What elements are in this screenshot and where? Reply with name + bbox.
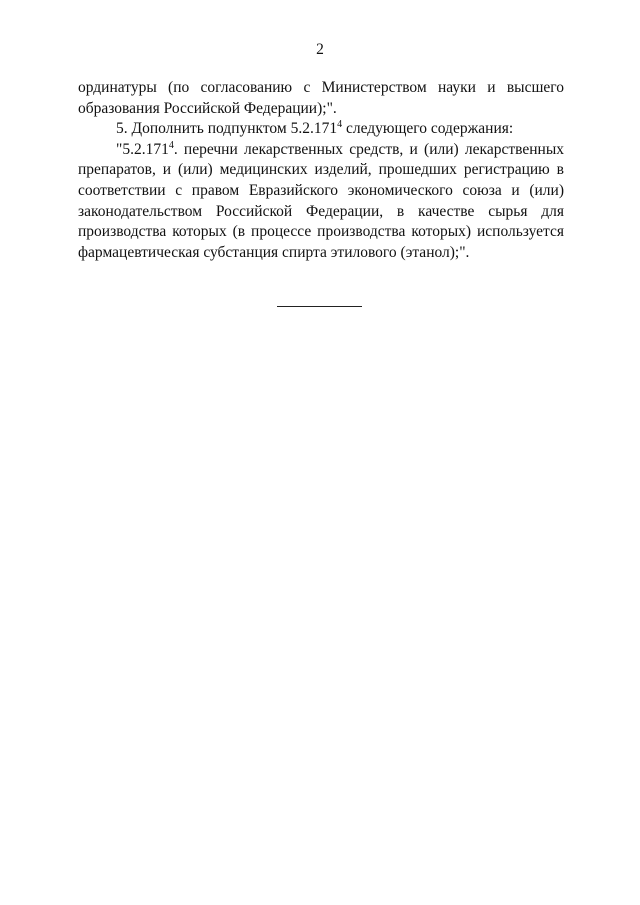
subitem-text-start: "5.2.171 [116,140,169,158]
paragraph-item-5-text-end: следующего содержания: [342,120,514,138]
page-number: 2 [316,41,324,58]
paragraph-item-5-text-start: 5. Дополнить подпунктом 5.2.171 [116,120,338,138]
paragraph-item-5 [78,119,564,140]
paragraph-subitem-5-2-171-4 [78,140,564,264]
paragraph-ordinatury [78,78,564,119]
superscript-index: 4 [337,119,343,131]
end-divider-line [277,306,362,307]
subitem-text-body: . перечни лекарственных средств, и (или) лекарственных препаратов, и (или) медицинских изделий, прошедших регистрацию в соответствии с правом Евразийского экономического союза и (или) законодательством Российской Федерации, в качестве сырья для производства которых (в процессе производства которых) используется фармацевтическая субстанция спирта этилового (этанол);". [78,140,564,261]
document-body [78,78,564,263]
paragraph-ordinatury-text: ординатуры (по согласованию с Министерством науки и высшего образования Российской Федерации);". [78,79,564,117]
superscript-index: 4 [168,139,174,151]
